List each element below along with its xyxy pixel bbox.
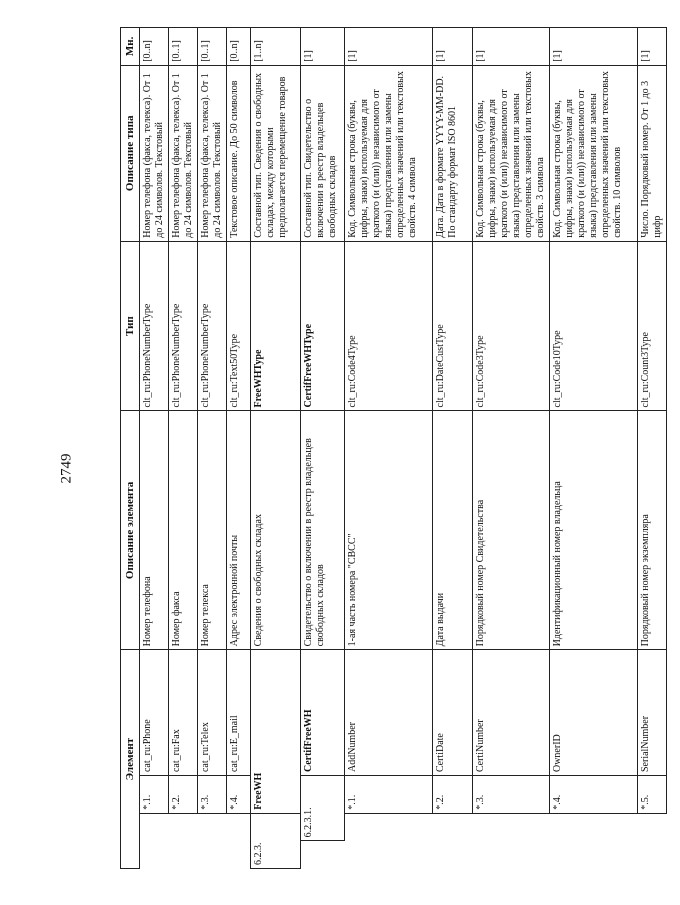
row-type: clt_ru:Count3Type <box>638 241 667 411</box>
row-mult: [0..1] <box>169 28 198 66</box>
row-type: clt_ru:Code10Type <box>550 241 638 411</box>
row-desc: Номер факса <box>169 411 198 650</box>
row-num: *.2. <box>433 776 473 814</box>
row-desc: Идентификационный номер владельца <box>550 411 638 650</box>
row-type: clt_ru:Code4Type <box>345 241 433 411</box>
row-desc: Порядковый номер экземпляра <box>638 411 667 650</box>
row-type-desc: Дата. Дата в формате YYYY-MM-DD. По стандарту формат ISO 8601 <box>433 65 473 241</box>
row-type-desc: Номер телефона (факса, телекса). От 1 до 24 символов. Текстовый <box>198 65 227 241</box>
row-name: cat_ru:Fax <box>169 650 198 776</box>
table-row <box>227 28 251 869</box>
row-type-desc: Код. Символьная строка (буквы, цифры, знаки) используемая для краткого (и (или)) независимого от языка) представления или замены определенных значений или текстовых свойств. 3 символа <box>473 65 550 241</box>
row-name: OwnerID <box>550 650 638 776</box>
section-type: FreeWHType <box>251 241 301 411</box>
table-row <box>140 28 169 869</box>
row-type: clt_ru:PhoneNumberType <box>198 241 227 411</box>
header-type-description: Описание типа <box>121 65 140 241</box>
row-type: clt_ru:Text50Type <box>227 241 251 411</box>
row-mult: [1] <box>550 28 638 66</box>
section-name: CertifFreeWH <box>301 650 345 776</box>
header-element: Элемент <box>121 650 140 869</box>
row-num: *.1. <box>140 776 169 814</box>
row-num: *.4. <box>550 776 638 814</box>
row-mult: [1] <box>433 28 473 66</box>
section-row-6-2-3 <box>251 28 301 869</box>
row-name: cat_ru:Telex <box>198 650 227 776</box>
row-num: *.3. <box>198 776 227 814</box>
page-number: 2749 <box>58 453 75 484</box>
section-name: FreeWH <box>251 650 301 813</box>
row-mult: [1] <box>473 28 550 66</box>
row-type: clt_ru:Code3Type <box>473 241 550 411</box>
row-desc: Адрес электронной почты <box>227 411 251 650</box>
row-name: cat_ru:Phone <box>140 650 169 776</box>
row-num: *.5. <box>638 776 667 814</box>
row-type-desc: Число. Порядковый номер. От 1 до 3 цифр <box>638 65 667 241</box>
table-row <box>638 28 667 869</box>
row-mult: [0..n] <box>227 28 251 66</box>
row-name: SerialNumber <box>638 650 667 776</box>
row-type-desc: Номер телефона (факса, телекса). От 1 до 24 символов. Текстовый <box>169 65 198 241</box>
row-desc: Дата выдачи <box>433 411 473 650</box>
row-type-desc: Номер телефона (факса, телекса). От 1 до 24 символов. Текстовый <box>140 65 169 241</box>
table-row <box>473 28 550 869</box>
row-type: clt_ru:PhoneNumberType <box>169 241 198 411</box>
table-row <box>345 28 433 869</box>
row-type-desc: Код. Символьная строка (буквы, цифры, знаки) используемая для краткого (и (или)) независимого от языка) представления или замены определенных значений или текстовых свойств. 10 символов <box>550 65 638 241</box>
row-name: CertiDate <box>433 650 473 776</box>
section-type-desc: Составной тип. Свидетельство о включении в реестр владельцев свободных складов <box>301 65 345 241</box>
section-type-desc: Составной тип. Сведения о свободных складах, между которыми предполагается перемещение товаров <box>251 65 301 241</box>
row-mult: [1] <box>345 28 433 66</box>
table-row <box>169 28 198 869</box>
row-name: cat_ru:E_mail <box>227 650 251 776</box>
row-type: clt_ru:PhoneNumberType <box>140 241 169 411</box>
row-desc: 1-ая часть номера "СВСС" <box>345 411 433 650</box>
row-num: *.3. <box>473 776 550 814</box>
table-row <box>433 28 473 869</box>
section-row-6-2-3-1 <box>301 28 345 869</box>
section-mult: [1..n] <box>251 28 301 66</box>
row-type-desc: Текстовое описание. До 50 символов <box>227 65 251 241</box>
row-type: clt_ru:DateCustType <box>433 241 473 411</box>
row-mult: [0..n] <box>140 28 169 66</box>
row-name: CertiNumber <box>473 650 550 776</box>
section-type: CertifFreeWHType <box>301 241 345 411</box>
row-num: *.4. <box>227 776 251 814</box>
row-mult: [1] <box>638 28 667 66</box>
header-type: Тип <box>121 241 140 411</box>
row-desc: Порядковый номер Свидетельства <box>473 411 550 650</box>
table-row <box>550 28 638 869</box>
section-num: 6.2.3.1. <box>301 776 345 841</box>
table-header-row <box>121 28 140 869</box>
table-row <box>198 28 227 869</box>
row-num: *.2. <box>169 776 198 814</box>
section-num: 6.2.3. <box>251 813 301 868</box>
header-description: Описание элемента <box>121 411 140 650</box>
rotated-page <box>40 0 680 905</box>
row-name: AddNumber <box>345 650 433 776</box>
row-mult: [0..1] <box>198 28 227 66</box>
row-type-desc: Код. Символьная строка (буквы, цифры, знаки) используемая для краткого (и (или)) независимого от языка) представления или замены определенных значений или текстовых свойств. 4 символа <box>345 65 433 241</box>
row-desc: Номер телекса <box>198 411 227 650</box>
elements-table <box>120 27 667 869</box>
header-multiplicity: Мн. <box>121 28 140 66</box>
section-desc: Свидетельство о включении в реестр владельцев свободных складов <box>301 411 345 650</box>
section-mult: [1] <box>301 28 345 66</box>
row-desc: Номер телефона <box>140 411 169 650</box>
row-num: *.1. <box>345 776 433 814</box>
section-desc: Сведения о свободных складах <box>251 411 301 650</box>
